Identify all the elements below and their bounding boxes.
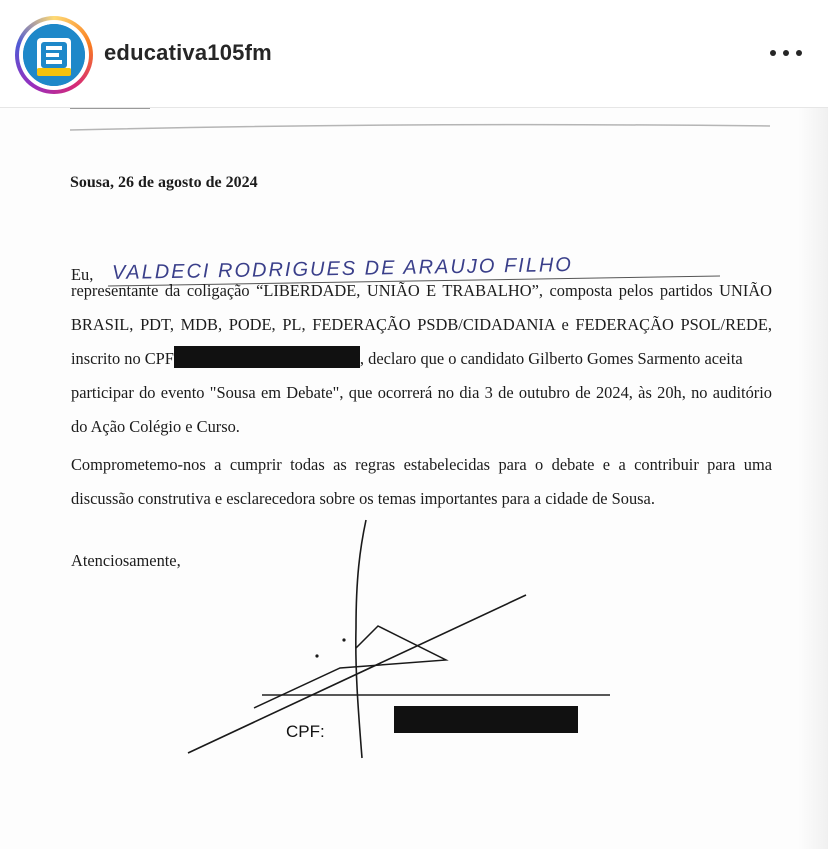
paragraph-line: discussão construtiva e esclarecedora sobre os temas importantes para a cidade de Sousa. (71, 489, 655, 508)
paragraph-line: participar do evento "Sousa em Debate", que ocorrerá no dia 3 de outubro de 2024, às 20h, no auditório (71, 383, 772, 402)
paragraph-line: Comprometemo-nos a cumprir todas as regras estabelecidas para o debate e a contribuir para uma (71, 455, 772, 474)
avatar[interactable] (15, 16, 93, 94)
paragraph-line: do Ação Colégio e Curso. (71, 417, 240, 436)
closing: Atenciosamente, (71, 551, 181, 570)
more-options-icon[interactable] (766, 44, 806, 64)
post-header (0, 0, 828, 108)
letter-date: Sousa, 26 de agosto de 2024 (70, 174, 258, 191)
handwritten-name: VALDECI RODRIGUES DE ARAUJO FILHO (111, 253, 574, 285)
paragraph-line: BRASIL, PDT, MDB, PODE, PL, FEDERAÇÃO PSDB/CIDADANIA e FEDERAÇÃO PSOL/REDE, (71, 315, 772, 334)
educativa-logo-icon (23, 24, 85, 86)
paragraph-line: inscrito no CPF , declaro que o candidato Gilberto Gomes Sarmento aceita (71, 342, 743, 376)
letter-document (0, 108, 828, 849)
paragraph-line: representante da coligação “LIBERDADE, UNIÃO E TRABALHO”, composta pelos partidos UNIÃO (71, 281, 772, 300)
username[interactable]: educativa105fm (104, 40, 272, 65)
eu-label: Eu, (71, 265, 94, 284)
signature (0, 108, 828, 849)
redacted-cpf-signature (394, 706, 578, 733)
cpf-label: CPF: (286, 722, 325, 741)
